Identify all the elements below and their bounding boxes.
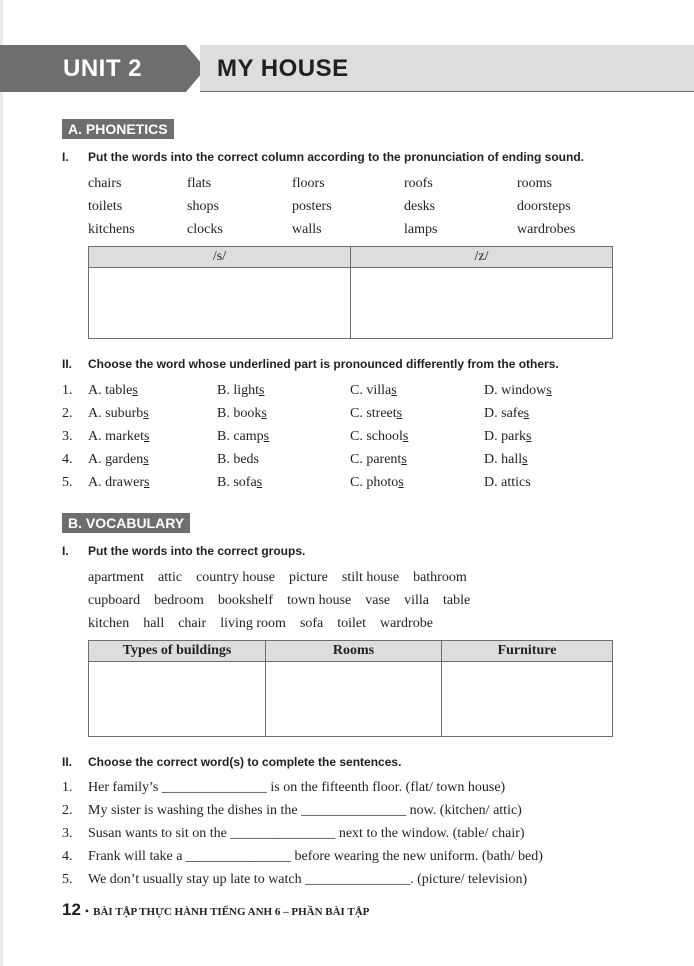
question-row (62, 379, 552, 402)
underlined-ending: s (261, 406, 267, 421)
underlined-ending: s (143, 452, 149, 467)
question-row (62, 471, 552, 494)
word: stilt house (341, 570, 400, 585)
word: posters (292, 199, 332, 214)
page-footer (62, 900, 369, 920)
option-letter: A. (88, 406, 102, 421)
word: apartment (88, 570, 144, 585)
option-letter: C. (350, 429, 363, 444)
answer-option[interactable] (484, 448, 528, 471)
option-letter: D. (484, 383, 498, 398)
answer-option[interactable] (484, 425, 531, 448)
answer-option[interactable] (88, 448, 217, 471)
option-letter: A. (88, 452, 102, 467)
option-word: sofa (233, 475, 257, 490)
answer-option[interactable] (217, 379, 350, 402)
word-row (88, 218, 575, 241)
option-word: photo (366, 475, 399, 490)
underlined-ending: s (522, 452, 528, 467)
instruction-text: Choose the correct word(s) to complete the sentences. (88, 755, 402, 769)
answer-blank[interactable]: _______________ (301, 803, 407, 818)
word: clocks (187, 222, 223, 237)
answer-option[interactable] (484, 471, 531, 494)
word: toilets (88, 199, 123, 214)
question-number: 2. (62, 406, 73, 421)
word-row (88, 612, 470, 635)
word: shops (187, 199, 219, 214)
option-word: camp (233, 429, 264, 444)
word-bank-vocabulary (88, 566, 470, 635)
word: toilet (337, 616, 367, 631)
sentence-text: Susan wants to sit on the (88, 826, 231, 841)
sentence-text: Her family’s (88, 780, 162, 795)
underlined-ending: s (132, 383, 138, 398)
underlined-ending: s (526, 429, 532, 444)
word: living room (220, 616, 286, 631)
word-row (88, 589, 470, 612)
answer-cell-z[interactable] (351, 268, 613, 339)
word: bedroom (154, 593, 204, 608)
sentence-number: 4. (62, 849, 73, 864)
option-letter: C. (350, 383, 363, 398)
sentence-row (62, 868, 543, 891)
option-letter: B. (217, 475, 230, 490)
answer-option[interactable] (350, 402, 484, 425)
sentence-number: 1. (62, 780, 73, 795)
word: chair (178, 616, 207, 631)
option-word: book (233, 406, 262, 421)
question-row (62, 402, 552, 425)
option-letter: D. (484, 475, 498, 490)
option-word: park (501, 429, 527, 444)
word: vase (365, 593, 391, 608)
word: wardrobes (517, 222, 576, 237)
word: hall (143, 616, 165, 631)
underlined-ending: s (398, 475, 404, 490)
word: walls (292, 222, 322, 237)
option-word: hall (501, 452, 523, 467)
option-word: school (366, 429, 403, 444)
sentence-row (62, 799, 543, 822)
underlined-ending: s (546, 383, 552, 398)
page-number: 12 (62, 900, 81, 919)
word: country house (196, 570, 276, 585)
question-number: 3. (62, 429, 73, 444)
option-letter: D. (484, 429, 498, 444)
underlined-ending: s (391, 383, 397, 398)
sentence-text: before wearing the new uniform. (bath/ bed) (290, 849, 543, 864)
word-row (88, 172, 575, 195)
option-letter: B. (217, 429, 230, 444)
option-word: table (105, 383, 133, 398)
underlined-ending: s (402, 429, 409, 444)
option-word: window (501, 383, 547, 398)
option-letter: D. (484, 406, 498, 421)
exercise-instruction (62, 357, 559, 371)
word: kitchens (88, 222, 135, 237)
word-groups-table (88, 640, 613, 737)
underlined-ending: s (401, 452, 407, 467)
sentence-number: 2. (62, 803, 73, 818)
answer-option[interactable] (350, 379, 484, 402)
word: wardrobe (380, 616, 433, 631)
word: bathroom (413, 570, 467, 585)
answer-cell-rooms[interactable] (266, 662, 442, 737)
option-word: beds (233, 452, 260, 467)
unit-title: MY HOUSE (217, 55, 349, 82)
underlined-ending: s (263, 429, 270, 444)
question-number: 4. (62, 452, 73, 467)
sentence-text: is on the fifteenth floor. (flat/ town house) (266, 780, 506, 795)
answer-option[interactable] (88, 402, 217, 425)
sound-sort-table (88, 246, 613, 339)
question-number: 1. (62, 383, 73, 398)
option-word: street (366, 406, 397, 421)
word-bank-phonetics (88, 172, 575, 241)
exercise-number: I. (62, 150, 69, 164)
answer-option[interactable] (88, 425, 217, 448)
option-word: suburb (105, 406, 144, 421)
multiple-choice-list (62, 379, 552, 494)
underlined-ending: s (144, 429, 150, 444)
option-letter: C. (350, 406, 363, 421)
word: desks (404, 199, 436, 214)
question-row (62, 425, 552, 448)
answer-option[interactable] (484, 379, 552, 402)
word: doorsteps (517, 199, 571, 214)
answer-option[interactable] (217, 471, 350, 494)
option-word: garden (105, 452, 144, 467)
instruction-text: Put the words into the correct groups. (88, 544, 306, 558)
sentence-text: next to the window. (table/ chair) (335, 826, 525, 841)
exercise-number: I. (62, 544, 69, 558)
option-letter: A. (88, 475, 102, 490)
word: chairs (88, 176, 122, 191)
option-letter: D. (484, 452, 498, 467)
option-letter: A. (88, 429, 102, 444)
answer-option[interactable] (88, 471, 217, 494)
word: cupboard (88, 593, 141, 608)
exercise-number: II. (62, 755, 73, 769)
sentence-text: We don’t usually stay up late to watch (88, 872, 306, 887)
answer-option[interactable] (350, 448, 484, 471)
word: sofa (299, 616, 324, 631)
sentence-list (62, 776, 543, 891)
word: picture (289, 570, 328, 585)
column-header-s: /s/ (89, 247, 351, 268)
answer-cell-furniture[interactable] (442, 662, 613, 737)
option-word: market (105, 429, 144, 444)
sentence-text: My sister is washing the dishes in the (88, 803, 302, 818)
word: town house (287, 593, 352, 608)
word: flats (187, 176, 212, 191)
option-letter: C. (350, 475, 363, 490)
sentence-number: 5. (62, 872, 73, 887)
answer-blank[interactable]: _______________ (161, 780, 267, 795)
option-letter: C. (350, 452, 363, 467)
option-letter: B. (217, 383, 230, 398)
answer-option[interactable] (217, 448, 350, 471)
question-number: 5. (62, 475, 73, 490)
underlined-ending: s (523, 406, 530, 421)
column-header-rooms: Rooms (266, 641, 442, 662)
section-label-vocabulary: B. VOCABULARY (62, 513, 190, 533)
word: table (443, 593, 471, 608)
word: rooms (517, 176, 552, 191)
instruction-text: Put the words into the correct column according to the pronunciation of ending sound. (88, 150, 585, 164)
word: bookshelf (217, 593, 274, 608)
page-edge (0, 0, 3, 966)
underlined-ending: s (143, 406, 149, 421)
answer-option[interactable] (217, 402, 350, 425)
book-title: BÀI TẬP THỰC HÀNH TIẾNG ANH 6 – PHẦN BÀI TẬP (93, 906, 370, 918)
sentence-row (62, 822, 543, 845)
word: lamps (404, 222, 438, 237)
answer-blank[interactable]: _______________ (305, 872, 411, 887)
word: kitchen (88, 616, 130, 631)
option-word: parent (366, 452, 402, 467)
option-word: villa (366, 383, 392, 398)
word-row (88, 566, 470, 589)
word: floors (292, 176, 325, 191)
option-word: attics (501, 475, 531, 490)
option-letter: B. (217, 406, 230, 421)
exercise-instruction (62, 755, 401, 769)
column-header-buildings: Types of buildings (89, 641, 266, 662)
sentence-number: 3. (62, 826, 73, 841)
answer-blank[interactable]: _______________ (185, 849, 291, 864)
sentence-text: . (picture/ television) (410, 872, 528, 887)
sentence-text: now. (kitchen/ attic) (406, 803, 522, 818)
option-letter: A. (88, 383, 102, 398)
word-row (88, 195, 575, 218)
word: villa (404, 593, 430, 608)
instruction-text: Choose the word whose underlined part is pronounced differently from the others. (88, 357, 559, 371)
column-header-z: /z/ (351, 247, 613, 268)
option-word: drawer (105, 475, 144, 490)
underlined-ending: s (396, 406, 403, 421)
answer-option[interactable] (350, 425, 484, 448)
answer-option[interactable] (350, 471, 484, 494)
exercise-instruction (62, 544, 305, 558)
option-word: safe (501, 406, 524, 421)
sentence-row (62, 845, 543, 868)
unit-label: UNIT 2 (0, 45, 182, 92)
question-row (62, 448, 552, 471)
section-label-phonetics: A. PHONETICS (62, 119, 174, 139)
underlined-ending: s (144, 475, 150, 490)
exercise-number: II. (62, 357, 73, 371)
answer-option[interactable] (88, 379, 217, 402)
answer-option[interactable] (217, 425, 350, 448)
answer-option[interactable] (484, 402, 529, 425)
column-header-furniture: Furniture (442, 641, 613, 662)
word: attic (157, 570, 183, 585)
sentence-text: Frank will take a (88, 849, 186, 864)
answer-blank[interactable]: _______________ (230, 826, 336, 841)
bullet: • (84, 904, 90, 918)
exercise-instruction (62, 150, 584, 164)
option-word: light (233, 383, 260, 398)
underlined-ending: s (259, 383, 265, 398)
answer-cell-s[interactable] (89, 268, 351, 339)
underlined-ending: s (256, 475, 263, 490)
word: roofs (404, 176, 433, 191)
sentence-row (62, 776, 543, 799)
option-letter: B. (217, 452, 230, 467)
answer-cell-buildings[interactable] (89, 662, 266, 737)
